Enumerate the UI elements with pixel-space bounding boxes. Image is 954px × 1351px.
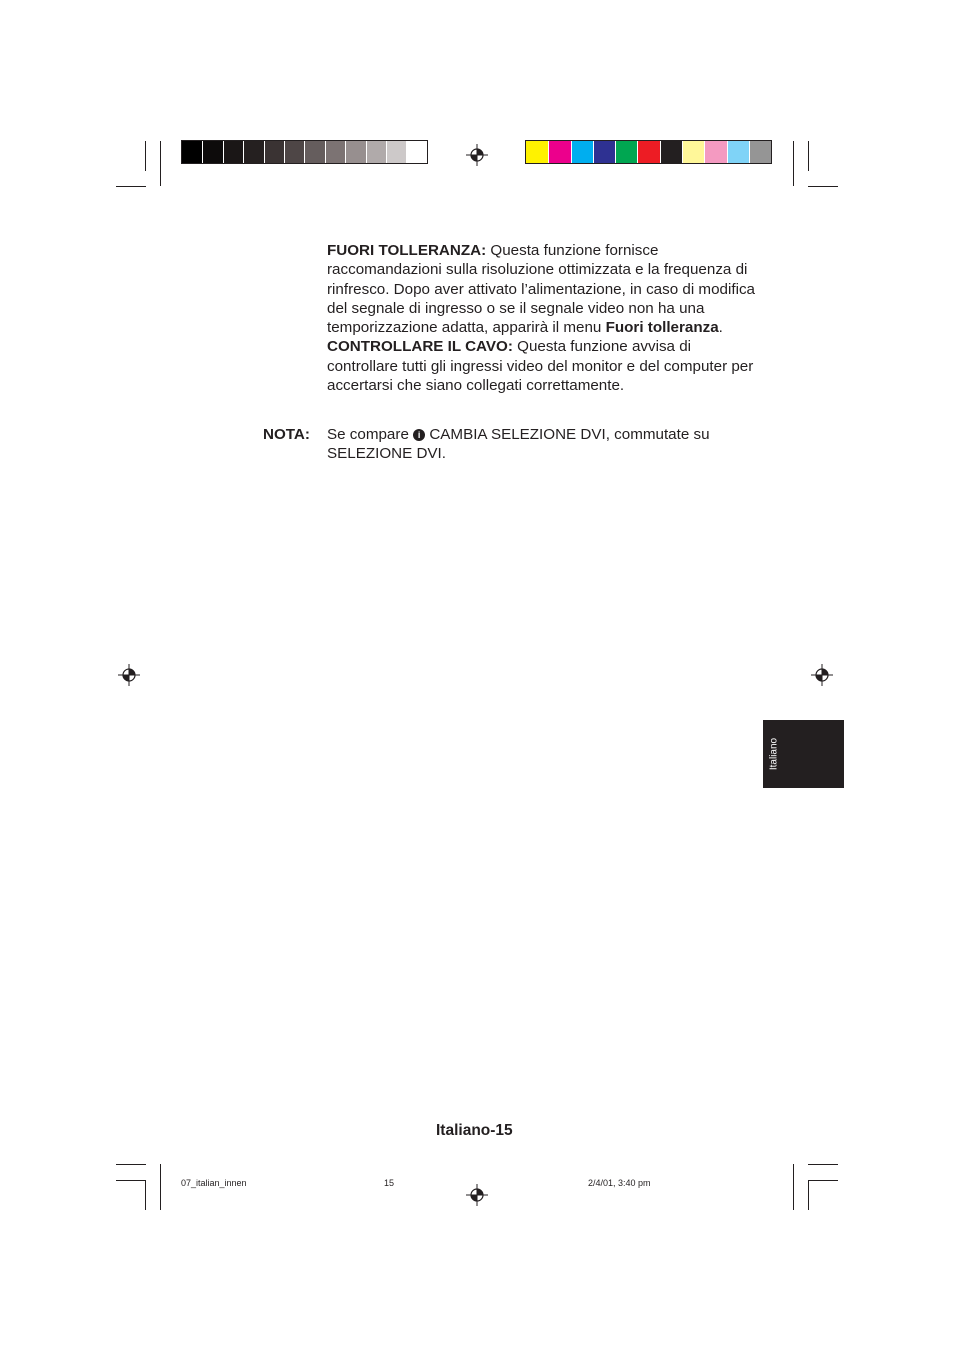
language-tab-label: Italiano — [768, 737, 780, 771]
color-swatch — [660, 141, 682, 163]
color-swatch — [593, 141, 615, 163]
color-swatch — [406, 141, 426, 163]
color-swatch — [386, 141, 406, 163]
color-swatch — [223, 141, 243, 163]
crop-mark — [793, 141, 794, 186]
paragraph-text: Questa funzione avvisa di controllare tutti gli ingressi video del monitor e del computer per accertarsi che siano collegati correttamente. — [327, 338, 754, 395]
main-text — [327, 241, 757, 395]
color-swatch — [243, 141, 263, 163]
crop-mark — [808, 1180, 809, 1210]
grayscale-color-bar — [181, 140, 428, 164]
registration-mark-icon — [466, 1184, 488, 1206]
page-number-label: Italiano-15 — [436, 1122, 513, 1139]
paragraph-text: Questa funzione fornisce raccomandazioni sulla risoluzione ottimizzata e la frequenza di rinfresco. Dopo aver attivato l’alimentazione, in caso di modifica del segnale di ingresso o se il segnale video non ha una temporizzazione adatta, apparirà il menu — [327, 242, 755, 337]
note-text — [327, 425, 757, 464]
registration-mark-icon — [118, 664, 140, 686]
paragraph-controllare-cavo — [327, 337, 757, 395]
color-swatch — [345, 141, 365, 163]
term-controllare-cavo: CONTROLLARE IL CAVO: — [327, 338, 513, 356]
crop-mark — [160, 141, 161, 186]
crop-mark — [116, 1164, 146, 1165]
color-swatch — [637, 141, 659, 163]
note-post: CAMBIA SELEZIONE DVI, commutate su SELEZIONE DVI. — [327, 426, 710, 463]
note-pre: Se compare — [327, 426, 414, 443]
crop-mark — [145, 1180, 146, 1210]
color-swatch — [615, 141, 637, 163]
color-swatch — [749, 141, 771, 163]
slug-filename: 07_italian_innen — [181, 1178, 247, 1188]
registration-mark-icon — [466, 144, 488, 166]
crop-mark — [145, 141, 146, 171]
color-swatch — [182, 141, 202, 163]
paragraph-fuori-tolleranza — [327, 241, 757, 337]
slug-page: 15 — [384, 1178, 395, 1188]
color-swatch — [304, 141, 324, 163]
crop-mark — [793, 1164, 794, 1210]
color-swatch — [264, 141, 284, 163]
crop-mark — [116, 1180, 146, 1181]
color-swatch — [571, 141, 593, 163]
term-fuori-tolleranza: FUORI TOLLERANZA: — [327, 242, 487, 259]
crop-mark — [160, 1164, 161, 1210]
color-swatch — [526, 141, 548, 163]
color-swatch — [704, 141, 726, 163]
color-swatch — [366, 141, 386, 163]
note-label: NOTA: — [263, 426, 310, 443]
registration-mark-icon — [811, 664, 833, 686]
info-icon: i — [413, 429, 425, 441]
color-swatch — [284, 141, 304, 163]
color-swatch — [682, 141, 704, 163]
cmyk-color-bar — [525, 140, 772, 164]
paragraph-end: . — [718, 319, 723, 337]
crop-mark — [808, 1164, 838, 1165]
crop-mark — [808, 141, 809, 171]
color-swatch — [202, 141, 222, 163]
crop-mark — [808, 186, 838, 187]
color-swatch — [325, 141, 345, 163]
color-swatch — [727, 141, 749, 163]
crop-mark — [808, 1180, 838, 1181]
crop-mark — [116, 186, 146, 187]
menu-name: Fuori tolleranza — [605, 319, 719, 337]
slug-date: 2/4/01, 3:40 pm — [588, 1178, 651, 1188]
color-swatch — [548, 141, 570, 163]
